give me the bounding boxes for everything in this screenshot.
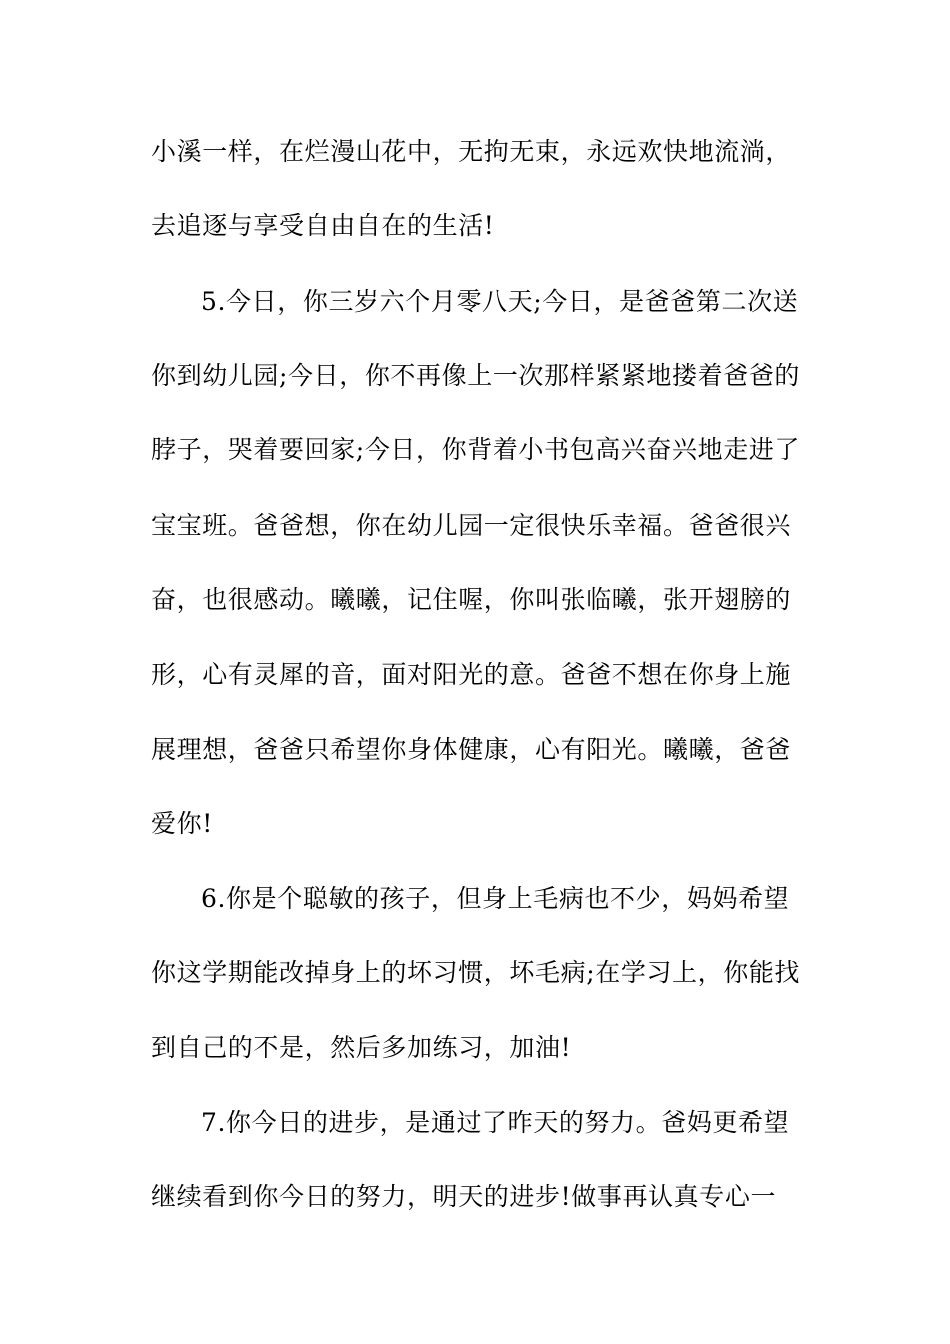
paragraph-5-line-1: 5.今日，你三岁六个月零八天;今日，是爸爸第二次送 <box>201 287 799 316</box>
paragraph-6-line-1: 6.你是个聪敏的孩子，但身上毛病也不少，妈妈希望 <box>201 884 790 913</box>
paragraph-5-line-4: 宝宝班。爸爸想，你在幼儿园一定很快乐幸福。爸爸很兴 <box>151 511 792 540</box>
paragraph-5-line-3: 脖子，哭着要回家;今日，你背着小书包高兴奋兴地走进了 <box>151 435 801 464</box>
paragraph-7-line-1: 7.你今日的进步，是通过了昨天的努力。爸妈更希望 <box>201 1108 790 1137</box>
paragraph-5-line-6: 形，心有灵犀的音，面对阳光的意。爸爸不想在你身上施 <box>151 660 792 689</box>
text-line-2: 去追逐与享受自由自在的生活! <box>151 211 495 240</box>
paragraph-5-line-5: 奋，也很感动。曦曦，记住喔，你叫张临曦，张开翅膀的 <box>151 585 792 614</box>
paragraph-6-line-2: 你这学期能改掉身上的坏习惯，坏毛病;在学习上，你能找 <box>151 958 801 987</box>
text-line-1: 小溪一样，在烂漫山花中，无拘无束，永远欢快地流淌， <box>151 137 792 166</box>
paragraph-5-line-7: 展理想，爸爸只希望你身体健康，心有阳光。曦曦，爸爸 <box>151 735 792 764</box>
paragraph-5-line-2: 你到幼儿园;今日，你不再像上一次那样紧紧地搂着爸爸的 <box>151 361 801 390</box>
paragraph-7-line-2: 继续看到你今日的努力，明天的进步!做事再认真专心一 <box>151 1182 777 1211</box>
paragraph-5-line-8: 爱你! <box>151 809 213 838</box>
paragraph-6-line-3: 到自己的不是，然后多加练习，加油! <box>151 1033 572 1062</box>
